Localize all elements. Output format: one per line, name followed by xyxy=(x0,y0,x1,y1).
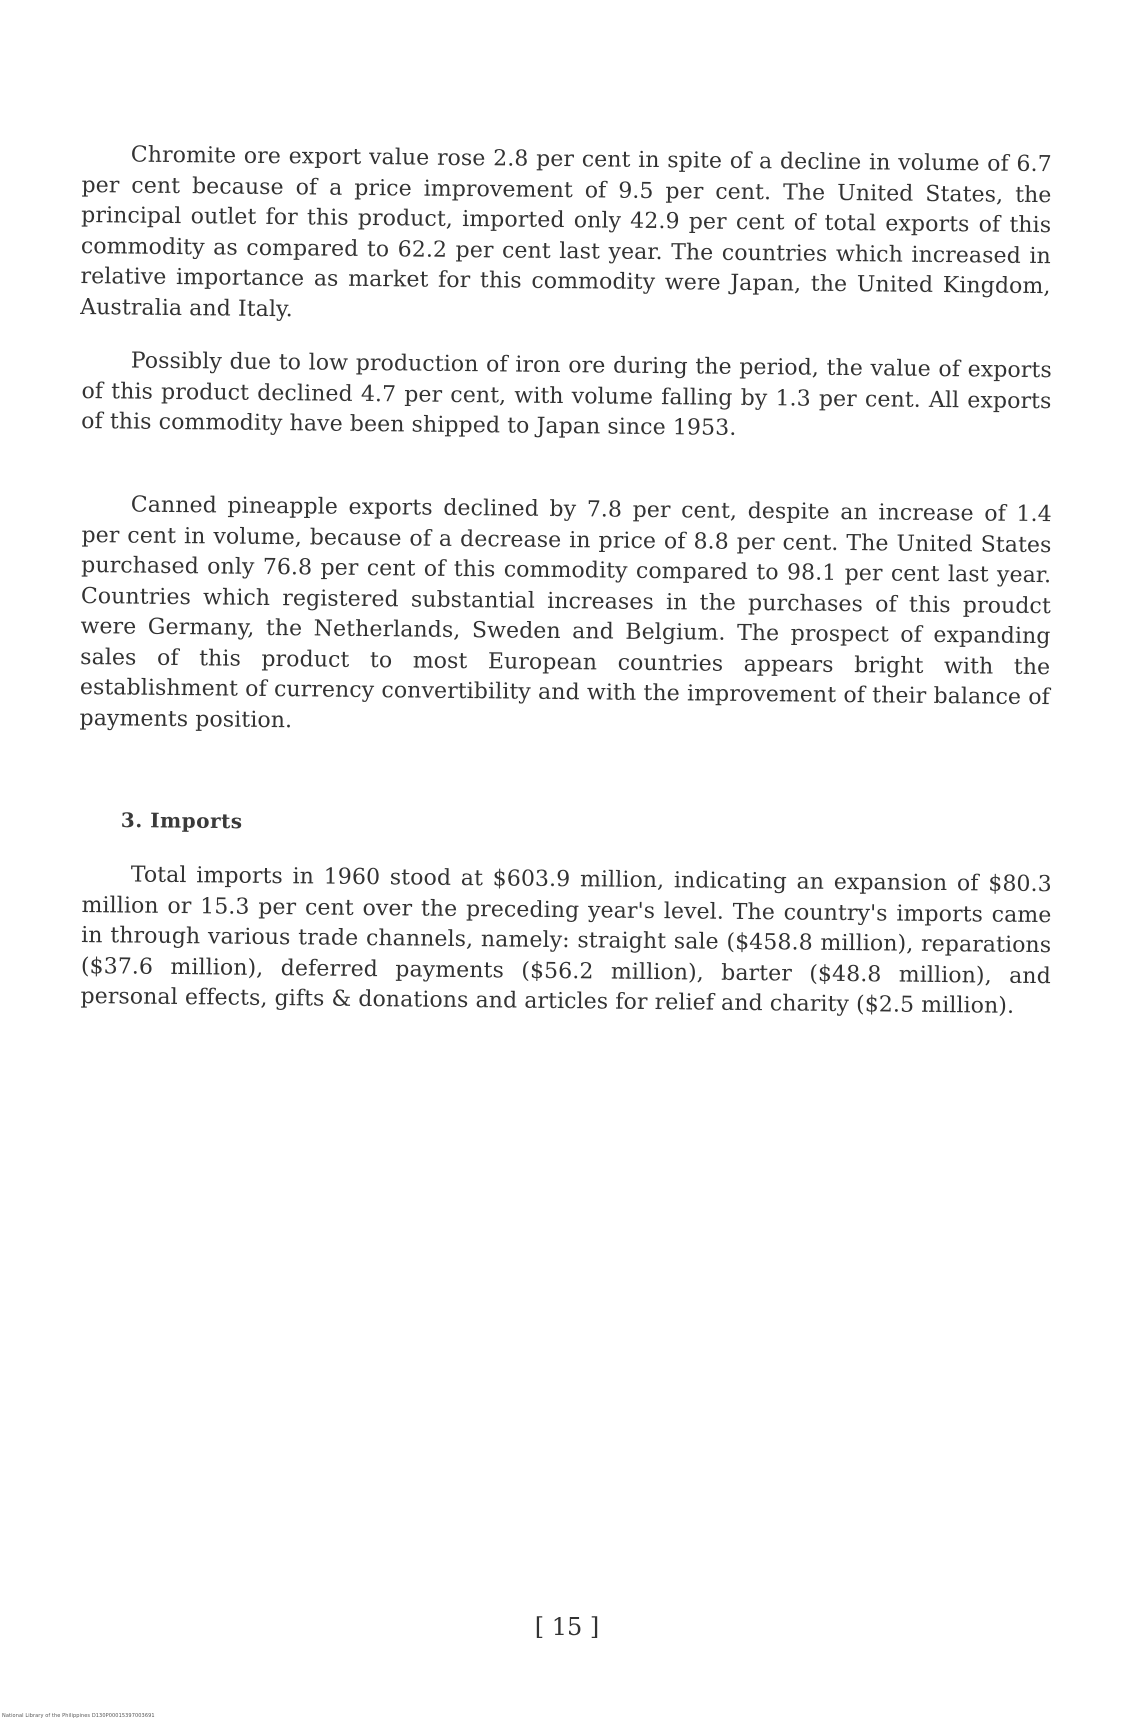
paragraph-chromite-ore xyxy=(80,140,1052,333)
section-heading-imports: 3. Imports xyxy=(120,808,243,834)
paragraph-text: Canned pineapple exports declined by 7.8 per cent, despite an increase of 1.4 per cent in volume, because of a decrease in price of 8.8 per cent. The United States purchased only 76.8 per cent of this commodity compared to 98.1 per cent last year. Countries which registered substantial increases in the purchases of this proudct were Germany, the Netherlands, Sweden and Belgium. The prospect of expanding sales of this product to most European countries appears bright with the establishment of currency convertibility and with the improvement of their balance of payments position. xyxy=(79,492,1052,733)
paragraph-text: Possibly due to low production of iron ore during the period, the value of exports of this product declined 4.7 per cent, with volume falling by 1.3 per cent. All exports of this commodity have been shipped to Japan since 1953. xyxy=(81,348,1052,441)
paragraph-canned-pineapple xyxy=(79,490,1052,744)
footer-credit: National Library of the Philippines D130P00015397003691 xyxy=(2,1713,155,1719)
paragraph-imports xyxy=(80,860,1052,1023)
paragraph-text: Chromite ore export value rose 2.8 per cent in spite of a decline in volume of 6.7 per cent because of a price improvement of 9.5 per cent. The United States, the principal outlet for this product, imported only 42.9 per cent of total exports of this commodity as compared to 62.2 per cent last year. The countries which increased in relative importance as market for this commodity were Japan, the United Kingdom, Australia and Italy. xyxy=(80,142,1052,322)
paragraph-text: Total imports in 1960 stood at $603.9 million, indicating an expansion of $80.3 million or 15.3 per cent over the preceding year's level. The country's imports came in through various trade channels, namely: straight sale ($458.8 million), reparations ($37.6 million), deferred payments ($56.2 million), barter ($48.8 million), and personal effects, gifts & donations and articles for relief and charity ($2.5 million). xyxy=(80,862,1052,1019)
paragraph-iron-ore xyxy=(81,346,1052,448)
page-number: [ 15 ] xyxy=(534,1613,600,1641)
